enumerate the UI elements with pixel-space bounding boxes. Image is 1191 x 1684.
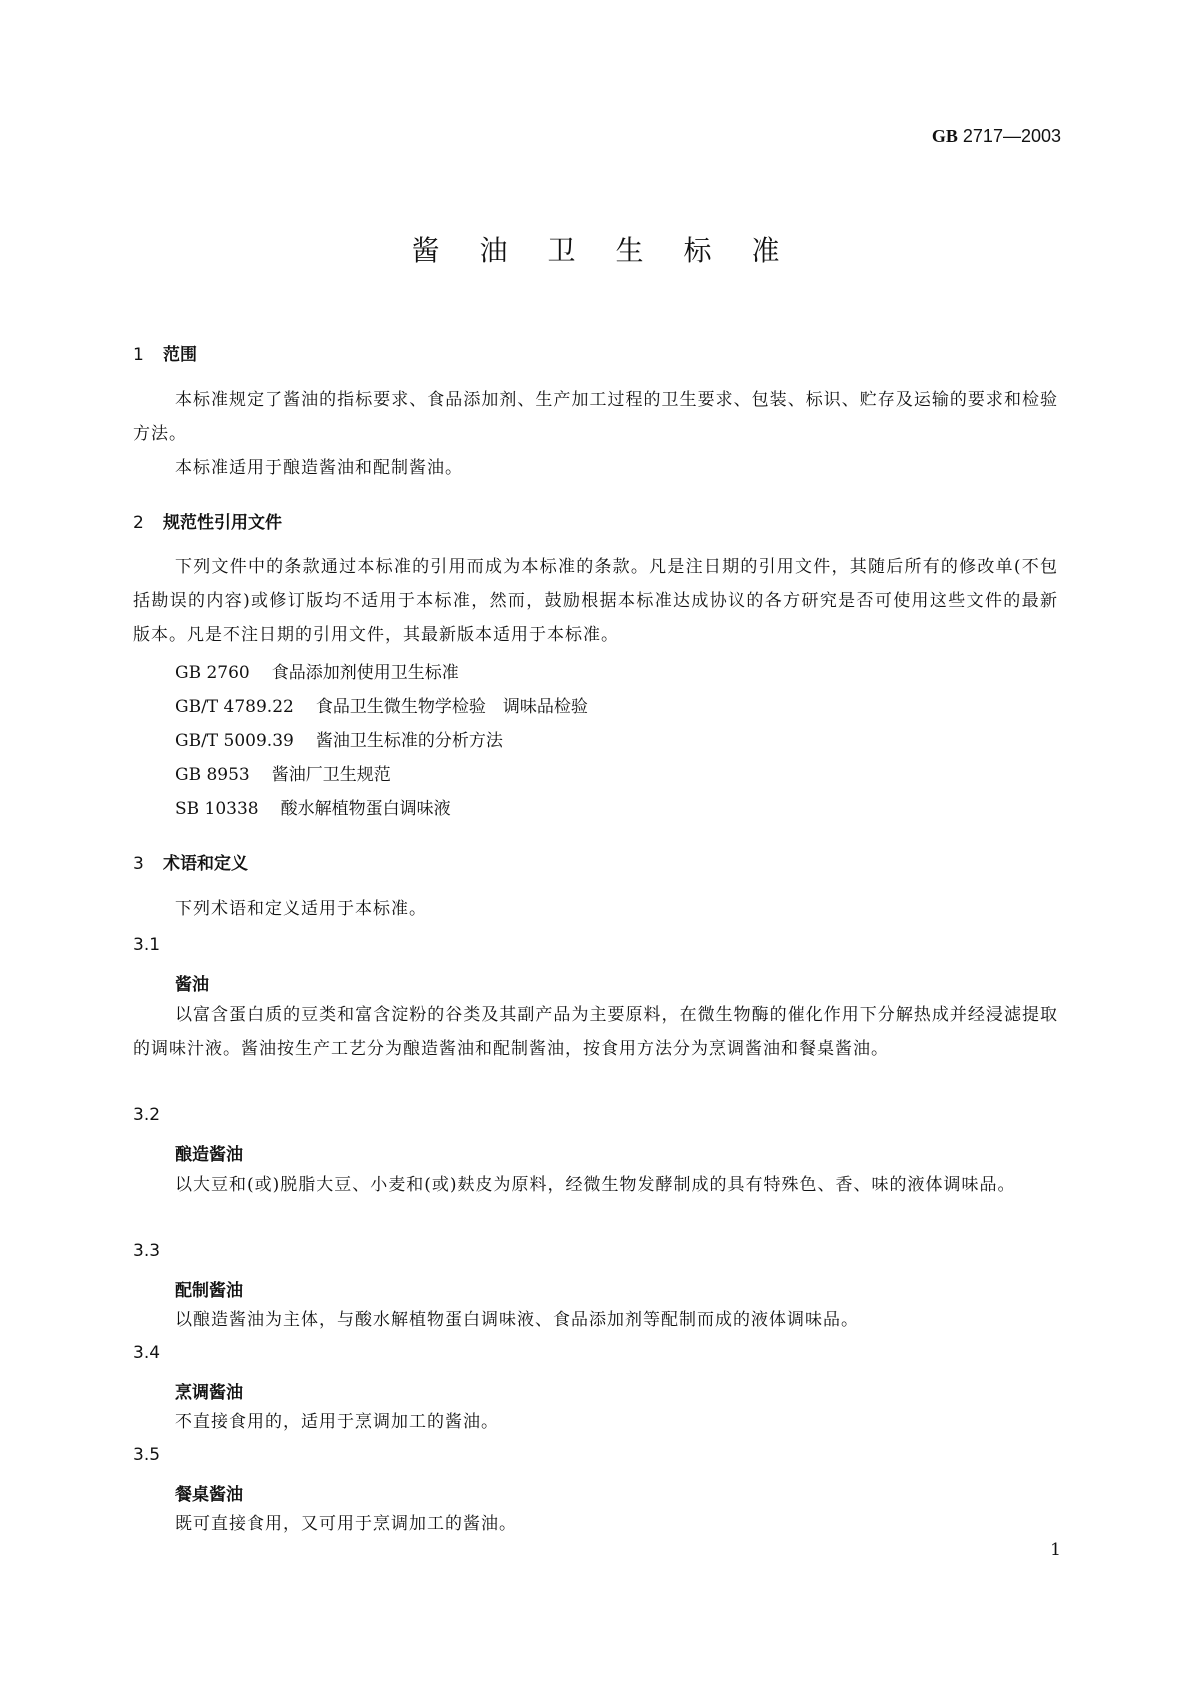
term-definition: 不直接食用的，适用于烹调加工的酱油。: [175, 1412, 499, 1432]
section-heading-1: [133, 340, 197, 365]
term-number: 3.1: [133, 935, 161, 955]
section-title: 术语和定义: [163, 854, 248, 874]
reference-item: [175, 794, 451, 819]
reference-title: 酱油厂卫生规范: [271, 765, 391, 785]
term-name: 配制酱油: [175, 1281, 243, 1301]
section-number: 3: [133, 854, 144, 874]
reference-item: [175, 658, 459, 683]
term-number: 3.3: [133, 1241, 161, 1261]
reference-title: 食品添加剂使用卫生标准: [271, 663, 459, 683]
paragraph: 下列文件中的条款通过本标准的引用而成为本标准的条款。凡是注日期的引用文件，其随后所有的修改单(不包括勘误的内容)或修订版均不适用于本标准，然而，鼓励根据本标准达成协议的各方研究是否可使用这些文件的最新版本。凡是不注日期的引用文件，其最新版本适用于本标准。: [133, 557, 1058, 645]
reference-code: GB 2760: [175, 663, 250, 683]
paragraph: 下列术语和定义适用于本标准。: [175, 899, 427, 919]
term-number: 3.2: [133, 1105, 161, 1125]
term-name: 餐桌酱油: [175, 1485, 243, 1505]
document-number: [932, 126, 1061, 147]
paragraph: 本标准规定了酱油的指标要求、食品添加剂、生产加工过程的卫生要求、包装、标识、贮存及运输的要求和检验方法。: [133, 390, 1058, 444]
section-heading-3: [133, 849, 248, 874]
doc-number-value: 2717—2003: [962, 126, 1061, 146]
page-number: 1: [1050, 1540, 1061, 1560]
term-definition: 以大豆和(或)脱脂大豆、小麦和(或)麸皮为原料，经微生物发酵制成的具有特殊色、香、味的液体调味品。: [175, 1175, 1016, 1195]
section-heading-2: [133, 508, 282, 533]
reference-item: [175, 726, 503, 751]
document-title: 酱油卫生标准: [411, 234, 820, 267]
reference-code: SB 10338: [175, 799, 259, 819]
paragraph: 本标准适用于酿造酱油和配制酱油。: [175, 458, 463, 478]
section-title: 范围: [163, 345, 197, 365]
term-name: 酿造酱油: [175, 1145, 243, 1165]
term-definition: 以富含蛋白质的豆类和富含淀粉的谷类及其副产品为主要原料，在微生物酶的催化作用下分解热成并经浸滤提取的调味汁液。酱油按生产工艺分为酿造酱油和配制酱油，按食用方法分为烹调酱油和餐桌酱油。: [133, 1005, 1058, 1059]
term-definition: 既可直接食用，又可用于烹调加工的酱油。: [175, 1514, 517, 1534]
reference-item: [175, 760, 391, 785]
term-name: 酱油: [175, 975, 209, 995]
reference-title: 酱油卫生标准的分析方法: [315, 731, 503, 751]
reference-item: [175, 692, 588, 717]
section-number: 2: [133, 513, 144, 533]
reference-code: GB/T 5009.39: [175, 731, 294, 751]
section-number: 1: [133, 345, 144, 365]
term-number: 3.4: [133, 1343, 161, 1363]
term-name: 烹调酱油: [175, 1383, 243, 1403]
reference-title: 食品卫生微生物学检验 调味品检验: [315, 697, 588, 717]
doc-prefix: GB: [931, 126, 958, 146]
reference-title: 酸水解植物蛋白调味液: [280, 799, 451, 819]
term-number: 3.5: [133, 1445, 161, 1465]
reference-code: GB/T 4789.22: [175, 697, 294, 717]
term-definition: 以酿造酱油为主体，与酸水解植物蛋白调味液、食品添加剂等配制而成的液体调味品。: [175, 1310, 859, 1330]
reference-code: GB 8953: [175, 765, 250, 785]
section-title: 规范性引用文件: [163, 513, 282, 533]
